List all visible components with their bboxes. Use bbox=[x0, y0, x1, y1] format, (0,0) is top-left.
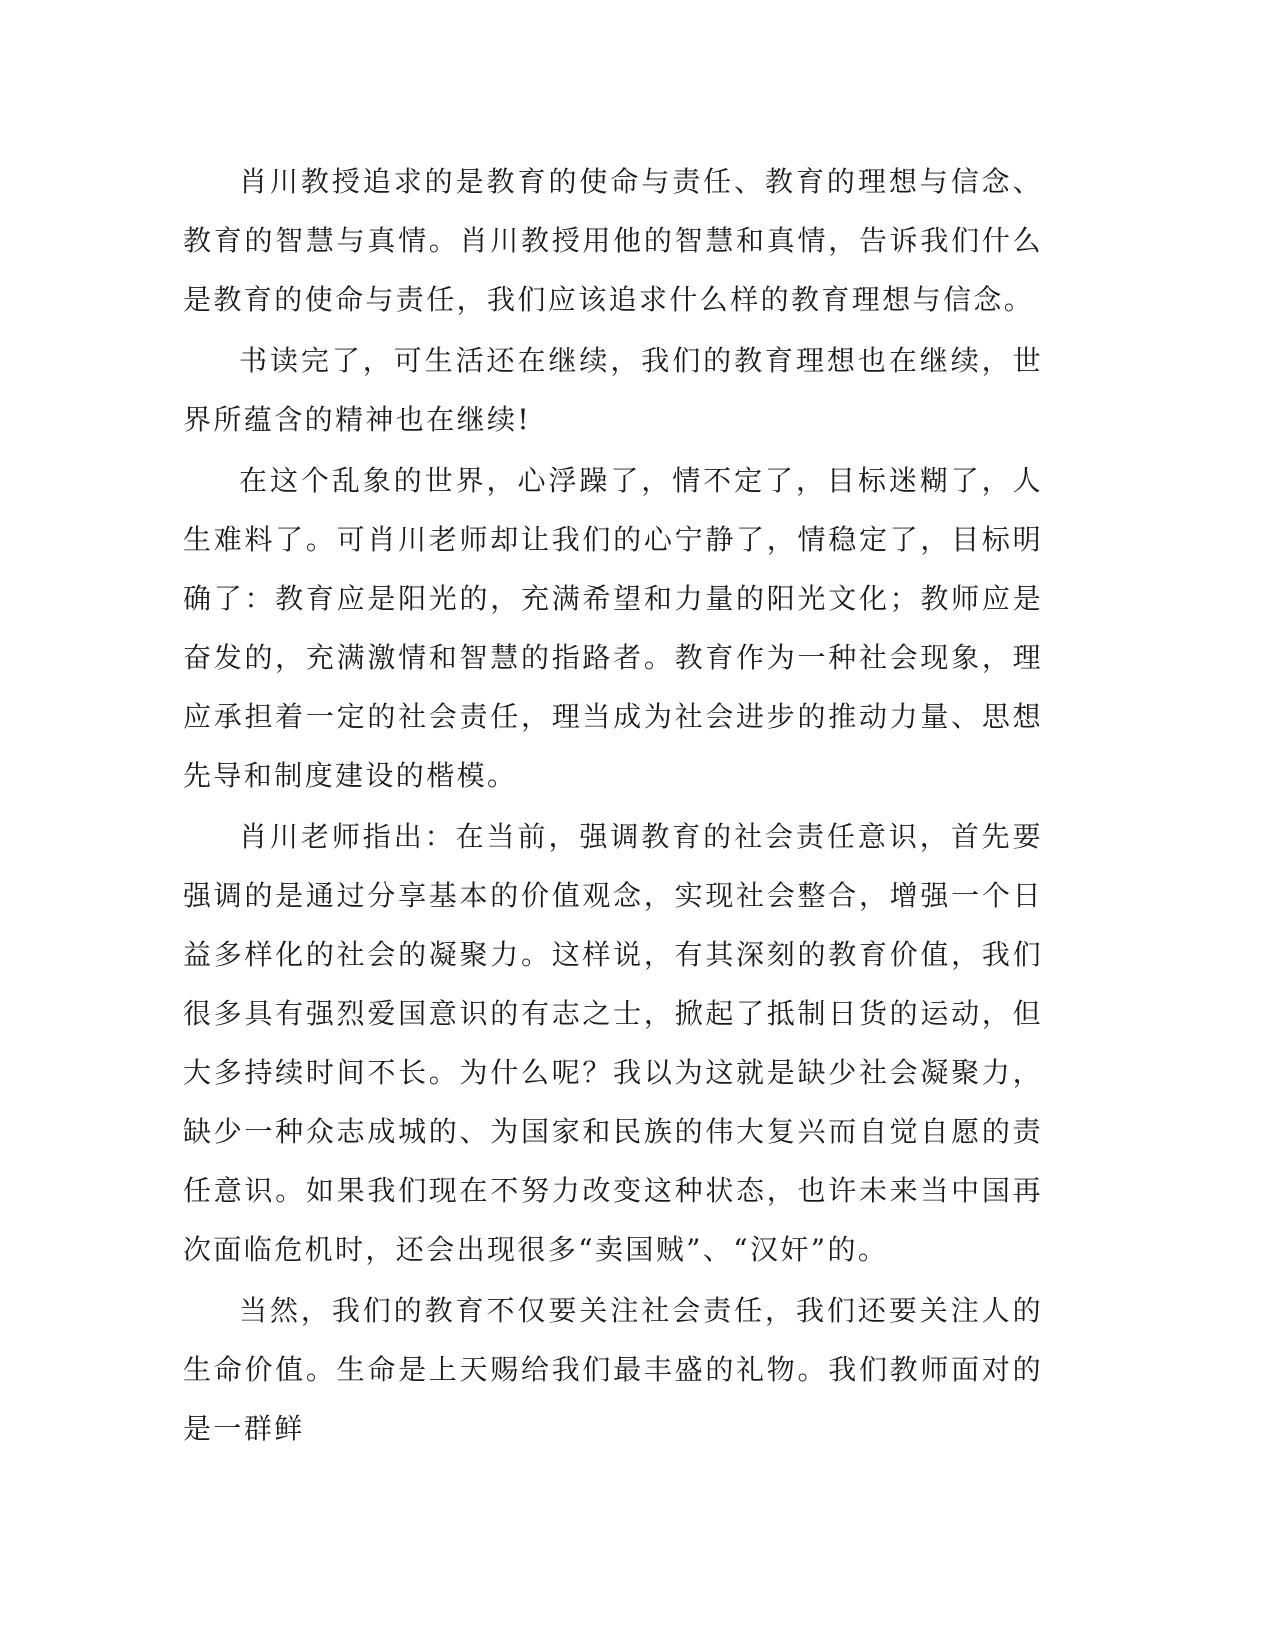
paragraph-4: 肖川老师指出：在当前，强调教育的社会责任意识，首先要强调的是通过分享基本的价值观念，实现社会整合，增强一个日益多样化的社会的凝聚力。这样说，有其深刻的教育价值，我们很多具有强烈爱国意识的有志之士，掀起了抵制日货的运动，但大多持续时间不长。为什么呢？我以为这就是缺少社会凝聚力，缺少一种众志成城的、为国家和民族的伟大复兴而自觉自愿的责任意识。如果我们现在不努力改变这种状态，也许未来当中国再次面临危机时，还会出现很多“卖国贼”、“汉奸”的。 bbox=[183, 820, 1043, 1266]
paragraph-2: 书读完了，可生活还在继续，我们的教育理想也在继续，世界所蕴含的精神也在继续! bbox=[183, 344, 1043, 436]
paragraph-5: 当然，我们的教育不仅要关注社会责任，我们还要关注人的生命价值。生命是上天赐给我们最丰盛的礼物。我们教师面对的是一群鲜 bbox=[183, 1294, 1043, 1445]
body-text bbox=[183, 152, 1043, 1460]
paragraph-3: 在这个乱象的世界，心浮躁了，情不定了，目标迷糊了，人生难料了。可肖川老师却让我们的心宁静了，情稳定了，目标明确了：教育应是阳光的，充满希望和力量的阳光文化；教师应是奋发的，充满激情和智慧的指路者。教育作为一种社会现象，理应承担着一定的社会责任，理当成为社会进步的推动力量、思想先导和制度建设的楷模。 bbox=[183, 464, 1043, 792]
paragraph-1: 肖川教授追求的是教育的使命与责任、教育的理想与信念、教育的智慧与真情。肖川教授用他的智慧和真情，告诉我们什么是教育的使命与责任，我们应该追求什么样的教育理想与信念。 bbox=[183, 165, 1043, 316]
